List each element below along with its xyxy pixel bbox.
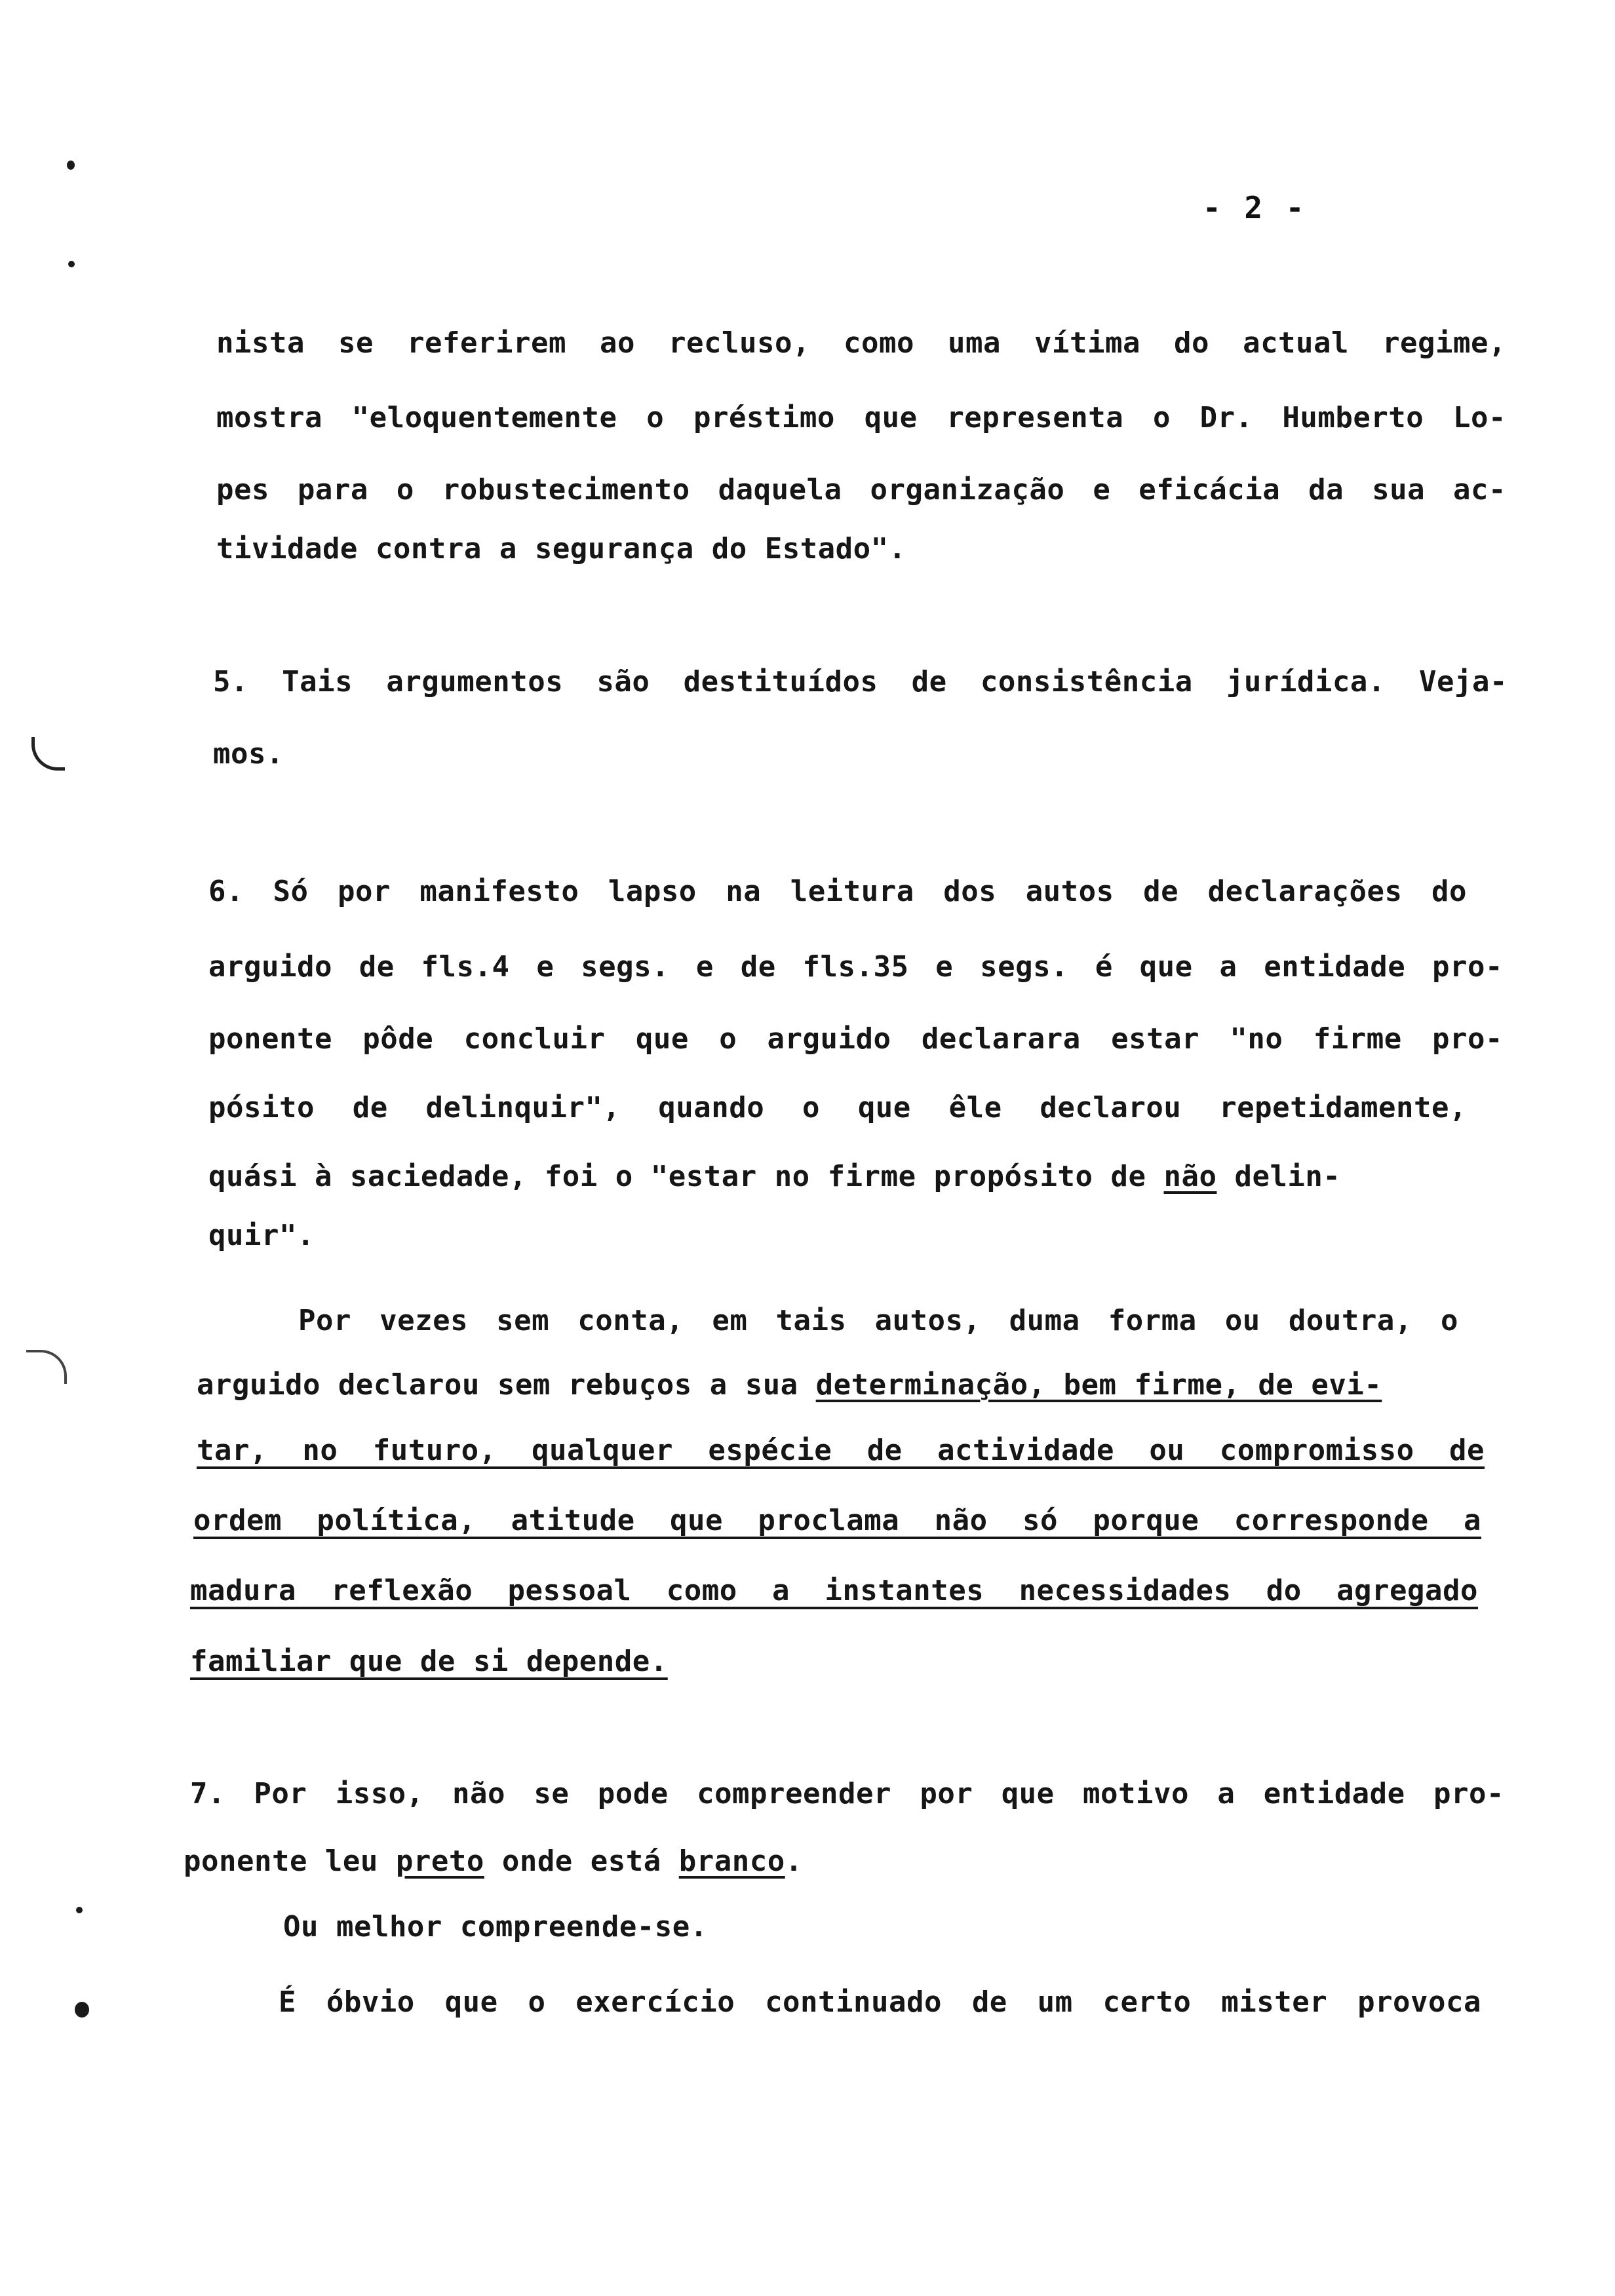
p4-line-2: mostra "eloquentemente o préstimo que representa o Dr. Humberto Lo- xyxy=(216,401,1506,434)
p6b-line-2-text-a: arguido declarou sem rebuços a sua xyxy=(197,1368,816,1402)
p6b-line-1: Por vezes sem conta, em tais autos, duma forma ou doutra, o xyxy=(298,1304,1458,1337)
p6-line-6: quir". xyxy=(208,1219,315,1252)
p6-line-5-text-a: quási à saciedade, foi o "estar no firme propósito de xyxy=(208,1160,1164,1193)
p6b-line-2 xyxy=(197,1368,1382,1402)
p6b-line-3: tar, no futuro, qualquer espécie de actividade ou compromisso de xyxy=(197,1434,1485,1467)
p6-line-2: arguido de fls.4 e segs. e de fls.35 e segs. é que a entidade pro- xyxy=(208,950,1503,984)
p7-emphasis-preto: preto xyxy=(395,1845,484,1878)
margin-arc-mark xyxy=(26,1350,67,1384)
p6-emphasis-nao: não xyxy=(1163,1160,1217,1193)
p6-line-3: ponente pôde concluir que o arguido declarara estar "no firme pro- xyxy=(208,1022,1503,1056)
p7-line-1: 7. Por isso, não se pode compreender por que motivo a entidade pro- xyxy=(190,1777,1504,1810)
p7-line-2-text-c: onde está xyxy=(484,1845,679,1878)
p7-line-2-text-a: ponente leu xyxy=(184,1845,396,1878)
p6-line-5 xyxy=(208,1160,1340,1193)
margin-dot-bottom xyxy=(75,2002,89,2018)
page-number: - 2 - xyxy=(1203,190,1307,225)
margin-dot-lower xyxy=(76,1907,83,1913)
p6-line-4: pósito de delinquir", quando o que êle declarou repetidamente, xyxy=(208,1091,1467,1124)
p5-line-1: 5. Tais argumentos são destituídos de consistência jurídica. Veja- xyxy=(213,665,1508,698)
p5-line-2: mos. xyxy=(213,737,284,771)
p7-line-4: É óbvio que o exercício continuado de um certo mister provoca xyxy=(279,1985,1481,2019)
p6b-underlined-phrase-start: determinação, bem firme, de evi- xyxy=(815,1368,1382,1402)
p6b-line-6: familiar que de si depende. xyxy=(190,1645,668,1678)
p7-emphasis-branco: branco xyxy=(678,1845,785,1878)
margin-dot-top xyxy=(67,161,75,170)
p6-line-5-text-c: delin- xyxy=(1216,1160,1341,1193)
margin-hook-mark xyxy=(31,737,65,771)
p4-line-4: tividade contra a segurança do Estado". xyxy=(216,532,906,565)
p7-line-2 xyxy=(184,1845,803,1878)
p7-line-2-text-e: . xyxy=(785,1845,803,1878)
p7-line-3: Ou melhor compreende-se. xyxy=(283,1910,708,1943)
p6-line-1: 6. Só por manifesto lapso na leitura dos autos de declarações do xyxy=(208,875,1467,908)
p4-line-1: nista se referirem ao recluso, como uma vítima do actual regime, xyxy=(216,326,1506,360)
p6b-line-4: ordem política, atitude que proclama não só porque corresponde a xyxy=(193,1504,1481,1537)
margin-dot-second xyxy=(68,261,75,267)
p4-line-3: pes para o robustecimento daquela organização e eficácia da sua ac- xyxy=(216,473,1506,507)
p6b-line-5: madura reflexão pessoal como a instantes necessidades do agregado xyxy=(190,1574,1478,1607)
